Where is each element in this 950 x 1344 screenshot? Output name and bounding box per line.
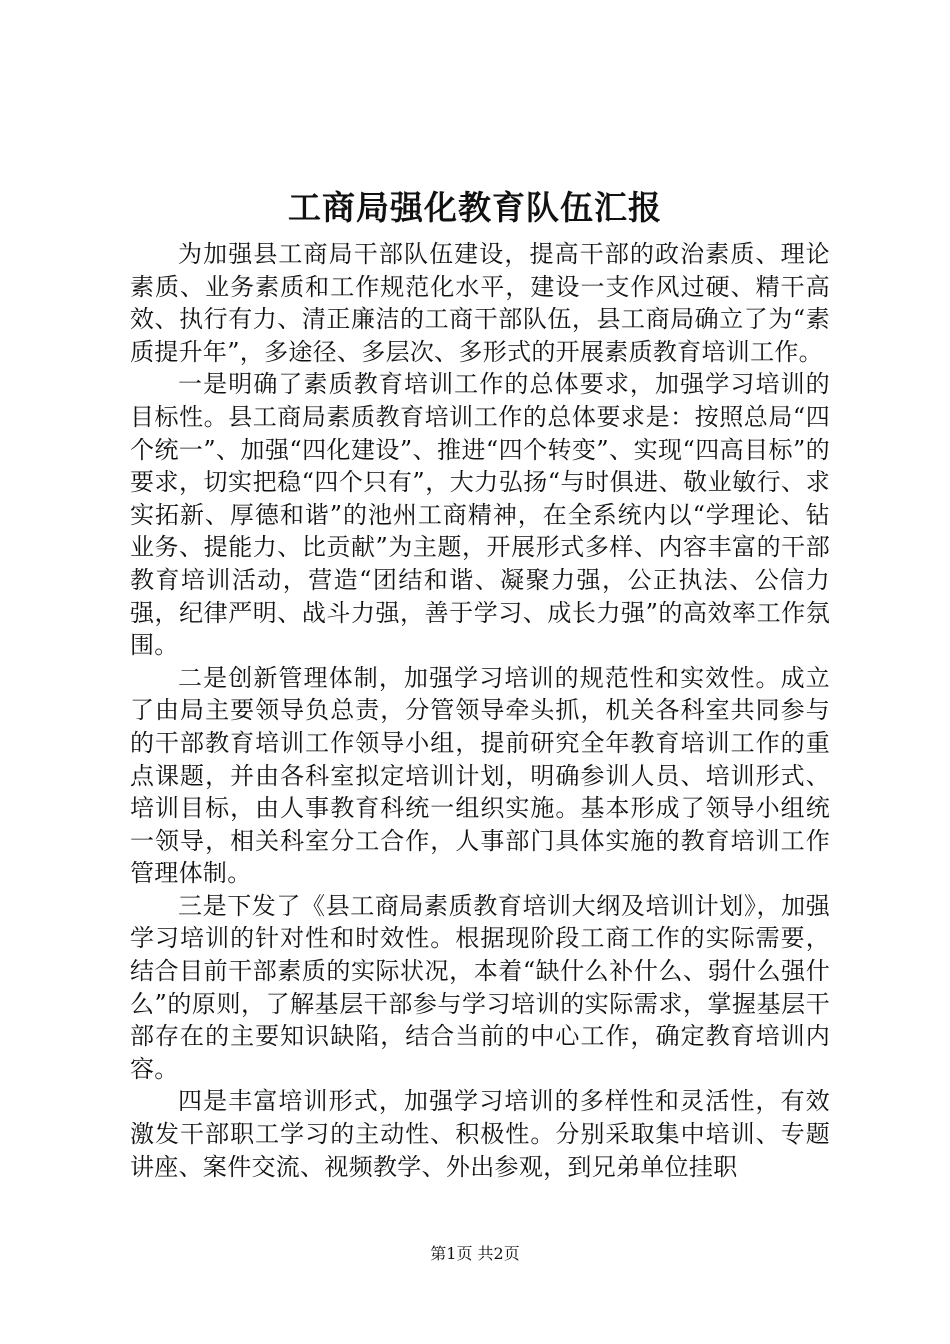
paragraph-point-one: 一是明确了素质教育培训工作的总体要求，加强学习培训的目标性。县工商局素质教育培训工作的总体要求是：按照总局“四个统一”、加强“四化建设”、推进“四个转变”、实现“四高目标”的要求，切实把稳“四个只有”，大力弘扬“与时俱进、敬业敏行、求实拓新、厚德和谐”的池州工商精神，在全系统内以“学理论、钻业务、提能力、比贡献”为主题，开展形式多样、内容丰富的干部教育培训活动，营造“团结和谐、凝聚力强，公正执法、公信力强，纪律严明、战斗力强，善于学习、成长力强”的高效率工作氛围。 (130, 370, 830, 660)
page-number-footer: 第1页 共2页 (430, 1244, 520, 1263)
paragraph-point-three: 三是下发了《县工商局素质教育培训大纲及培训计划》，加强学习培训的针对性和时效性。根据现阶段工商工作的实际需要，结合目前干部素质的实际状况，本着“缺什么补什么、弱什么强什么”的原则，了解基层干部参与学习培训的实际需求，掌握基层干部存在的主要知识缺陷，结合当前的中心工作，确定教育培训内容。 (130, 891, 830, 1083)
paragraph-point-two: 二是创新管理体制，加强学习培训的规范性和实效性。成立了由局主要领导负总责，分管领导牵头抓，机关各科室共同参与的干部教育培训工作领导小组，提前研究全年教育培训工作的重点课题，并由各科室拟定培训计划，明确参训人员、培训形式、培训目标，由人事教育科统一组织实施。基本形成了领导小组统一领导，相关科室分工合作，人事部门具体实施的教育培训工作管理体制。 (130, 663, 830, 888)
document-title: 工商局强化教育队伍汇报 (288, 188, 662, 227)
paragraph-intro: 为加强县工商局干部队伍建设，提高干部的政治素质、理论素质、业务素质和工作规范化水平，建设一支作风过硬、精干高效、执行有力、清正廉洁的工商干部队伍，县工商局确立了为“素质提升年”，多途径、多层次、多形式的开展素质教育培训工作。 (130, 240, 830, 366)
paragraph-point-four: 四是丰富培训形式，加强学习培训的多样性和灵活性，有效激发干部职工学习的主动性、积极性。分别采取集中培训、专题讲座、案件交流、视频教学、外出参观，到兄弟单位挂职 (130, 1087, 830, 1181)
document-body (130, 238, 830, 1183)
